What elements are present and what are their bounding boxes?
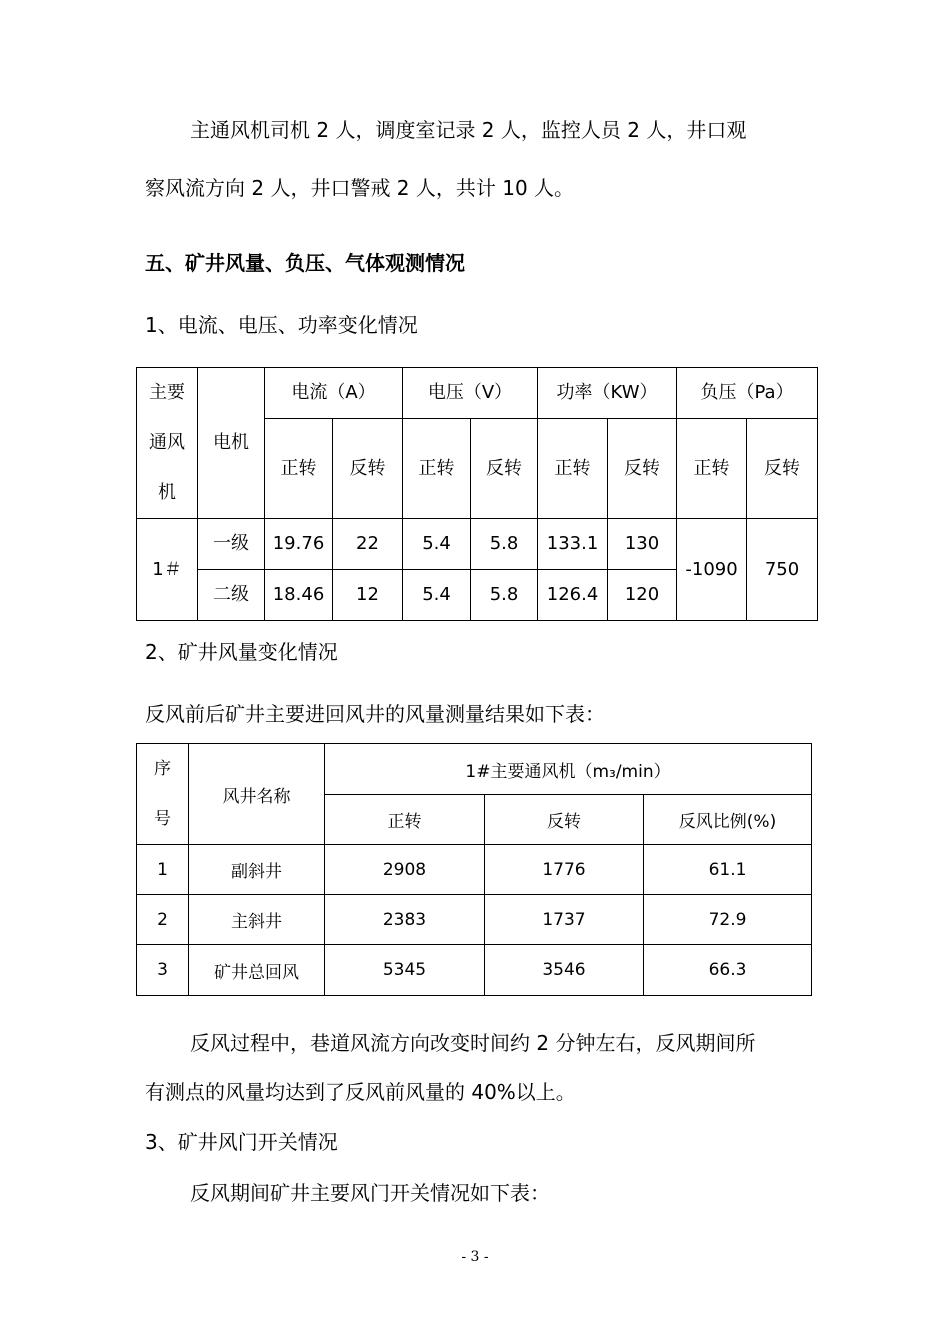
page-number: - 3 - xyxy=(461,1249,489,1265)
row-name-cell: 主斜井 xyxy=(189,895,325,945)
header-motor: 电机 xyxy=(198,368,265,519)
row-ratio-cell: 66.3 xyxy=(644,945,812,996)
current-forward-cell: 18.46 xyxy=(265,570,333,621)
header-power-forward: 正转 xyxy=(538,419,608,519)
row-forward-cell: 2383 xyxy=(325,895,485,945)
header-pressure: 负压（Pa） xyxy=(677,368,818,419)
power-forward-cell: 126.4 xyxy=(538,570,608,621)
header-voltage: 电压（V） xyxy=(403,368,538,419)
section-heading: 五、矿井风量、负压、气体观测情况 xyxy=(145,251,465,275)
row-reverse-cell: 1776 xyxy=(485,845,644,895)
header-ratio: 反风比例(%) xyxy=(644,795,812,845)
header-main-fan-group: 1#主要通风机（m₃/min） xyxy=(325,744,812,795)
airflow-table xyxy=(136,743,812,996)
paragraph2-line2: 有测点的风量均达到了反风前风量的 40%以上。 xyxy=(145,1080,576,1104)
header-serial-no xyxy=(137,744,189,845)
header-voltage-forward: 正转 xyxy=(403,419,471,519)
stage-cell: 一级 xyxy=(198,519,265,570)
power-forward-cell: 133.1 xyxy=(538,519,608,570)
paragraph1-line2: 察风流方向 2 人，井口警戒 2 人，共计 10 人。 xyxy=(145,176,575,200)
sub3-intro: 反风期间矿井主要风门开关情况如下表： xyxy=(190,1181,550,1205)
header-current: 电流（A） xyxy=(265,368,403,419)
row-no-cell: 3 xyxy=(137,945,189,996)
header-current-forward: 正转 xyxy=(265,419,333,519)
pressure-reverse-cell: 750 xyxy=(747,519,818,621)
row-no-cell: 1 xyxy=(137,845,189,895)
header-main-fan xyxy=(137,368,198,519)
stage-cell: 二级 xyxy=(198,570,265,621)
header-serial-no-line1: 序 xyxy=(154,759,171,779)
header-power-reverse: 反转 xyxy=(608,419,677,519)
header-pressure-forward: 正转 xyxy=(677,419,747,519)
row-forward-cell: 5345 xyxy=(325,945,485,996)
header-main-fan-line3: 机 xyxy=(158,482,176,503)
header-power: 功率（KW） xyxy=(538,368,677,419)
electrical-parameters-table xyxy=(136,367,818,621)
sub1-heading: 1、电流、电压、功率变化情况 xyxy=(145,313,418,337)
header-current-reverse: 反转 xyxy=(333,419,403,519)
voltage-reverse-cell: 5.8 xyxy=(471,570,538,621)
row-reverse-cell: 3546 xyxy=(485,945,644,996)
row-reverse-cell: 1737 xyxy=(485,895,644,945)
header-shaft-name: 风井名称 xyxy=(189,744,325,845)
row-no-cell: 2 xyxy=(137,895,189,945)
current-reverse-cell: 22 xyxy=(333,519,403,570)
row-name-cell: 矿井总回风 xyxy=(189,945,325,996)
voltage-forward-cell: 5.4 xyxy=(403,570,471,621)
voltage-reverse-cell: 5.8 xyxy=(471,519,538,570)
table-row xyxy=(137,945,812,996)
voltage-forward-cell: 5.4 xyxy=(403,519,471,570)
table-row xyxy=(137,895,812,945)
pressure-forward-cell: -1090 xyxy=(677,519,747,621)
power-reverse-cell: 120 xyxy=(608,570,677,621)
sub2-intro: 反风前后矿井主要进回风井的风量测量结果如下表： xyxy=(145,702,605,726)
fan-id-cell: 1＃ xyxy=(137,519,198,621)
table-row xyxy=(137,845,812,895)
header-serial-no-line2: 号 xyxy=(154,809,171,829)
row-ratio-cell: 72.9 xyxy=(644,895,812,945)
header-voltage-reverse: 反转 xyxy=(471,419,538,519)
header-forward: 正转 xyxy=(325,795,485,845)
power-reverse-cell: 130 xyxy=(608,519,677,570)
header-main-fan-line1: 主要 xyxy=(149,382,185,403)
row-ratio-cell: 61.1 xyxy=(644,845,812,895)
paragraph1-line1: 主通风机司机 2 人，调度室记录 2 人，监控人员 2 人，井口观 xyxy=(190,118,747,142)
paragraph2-line1: 反风过程中，巷道风流方向改变时间约 2 分钟左右，反风期间所 xyxy=(190,1031,756,1055)
sub2-heading: 2、矿井风量变化情况 xyxy=(145,640,338,664)
row-forward-cell: 2908 xyxy=(325,845,485,895)
current-forward-cell: 19.76 xyxy=(265,519,333,570)
header-pressure-reverse: 反转 xyxy=(747,419,818,519)
current-reverse-cell: 12 xyxy=(333,570,403,621)
row-name-cell: 副斜井 xyxy=(189,845,325,895)
sub3-heading: 3、矿井风门开关情况 xyxy=(145,1130,338,1154)
header-main-fan-line2: 通风 xyxy=(149,432,185,453)
header-reverse: 反转 xyxy=(485,795,644,845)
